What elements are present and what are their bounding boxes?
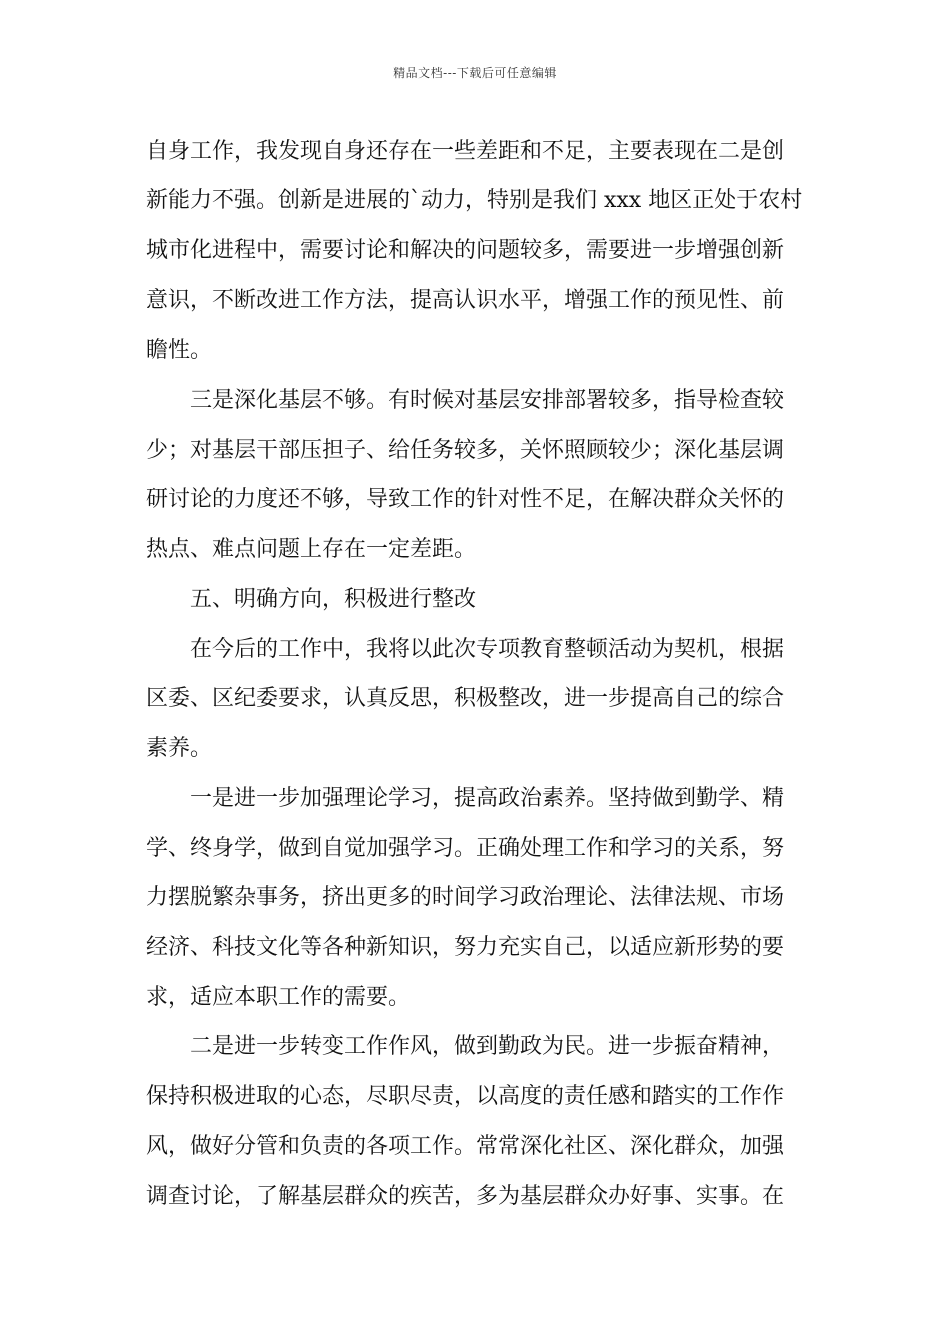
text-line: 求，适应本职工作的需要。 <box>146 985 411 1010</box>
text-line: 区委、区纪委要求，认真反思，积极整改，进一步提高自己的综合 <box>146 686 785 711</box>
text-line: 城市化进程中，需要讨论和解决的问题较多，需要进一步增强创新 <box>146 238 785 263</box>
text-line: 少；对基层干部压担子、给任务较多，关怀照顾较少；深化基层调 <box>146 438 785 463</box>
text-line: 力摆脱繁杂事务，挤出更多的时间学习政治理论、法律法规、市场 <box>146 885 785 910</box>
text-line: 研讨论的力度还不够，导致工作的针对性不足，在解决群众关怀的 <box>146 487 785 512</box>
text-line: 调查讨论，了解基层群众的疾苦，多为基层群众办好事、实事。在 <box>146 1184 785 1209</box>
text-line: 瞻性。 <box>146 338 213 363</box>
text-line: 意识，不断改进工作方法，提高认识水平，增强工作的预见性、前 <box>146 288 785 313</box>
text-line: 经济、科技文化等各种新知识，努力充实自己，以适应新形势的要 <box>146 935 785 960</box>
text-line: 热点、难点问题上存在一定差距。 <box>146 537 477 562</box>
section-heading: 五、明确方向，积极进行整改 <box>190 587 477 612</box>
page-header: 精品文档---下载后可任意编辑 <box>393 66 557 80</box>
text-line: 二是进一步转变工作作风，做到勤政为民。进一步振奋精神， <box>190 1034 785 1059</box>
text-line: 新能力不强。创新是进展的`动力，特别是我们 xxx 地区正处于农村 <box>146 188 803 213</box>
text-line: 保持积极进取的心态，尽职尽责，以高度的责任感和踏实的工作作 <box>146 1084 785 1109</box>
text-line: 一是进一步加强理论学习，提高政治素养。坚持做到勤学、精 <box>190 786 785 811</box>
text-line: 三是深化基层不够。有时候对基层安排部署较多，指导检查较 <box>190 388 785 413</box>
text-line: 学、终身学，做到自觉加强学习。正确处理工作和学习的关系，努 <box>146 836 785 861</box>
text-line: 素养。 <box>146 736 213 761</box>
text-line: 风，做好分管和负责的各项工作。常常深化社区、深化群众，加强 <box>146 1134 785 1159</box>
text-line: 自身工作，我发现自身还存在一些差距和不足，主要表现在二是创 <box>146 139 785 164</box>
text-line: 在今后的工作中，我将以此次专项教育整顿活动为契机，根据 <box>190 637 785 662</box>
